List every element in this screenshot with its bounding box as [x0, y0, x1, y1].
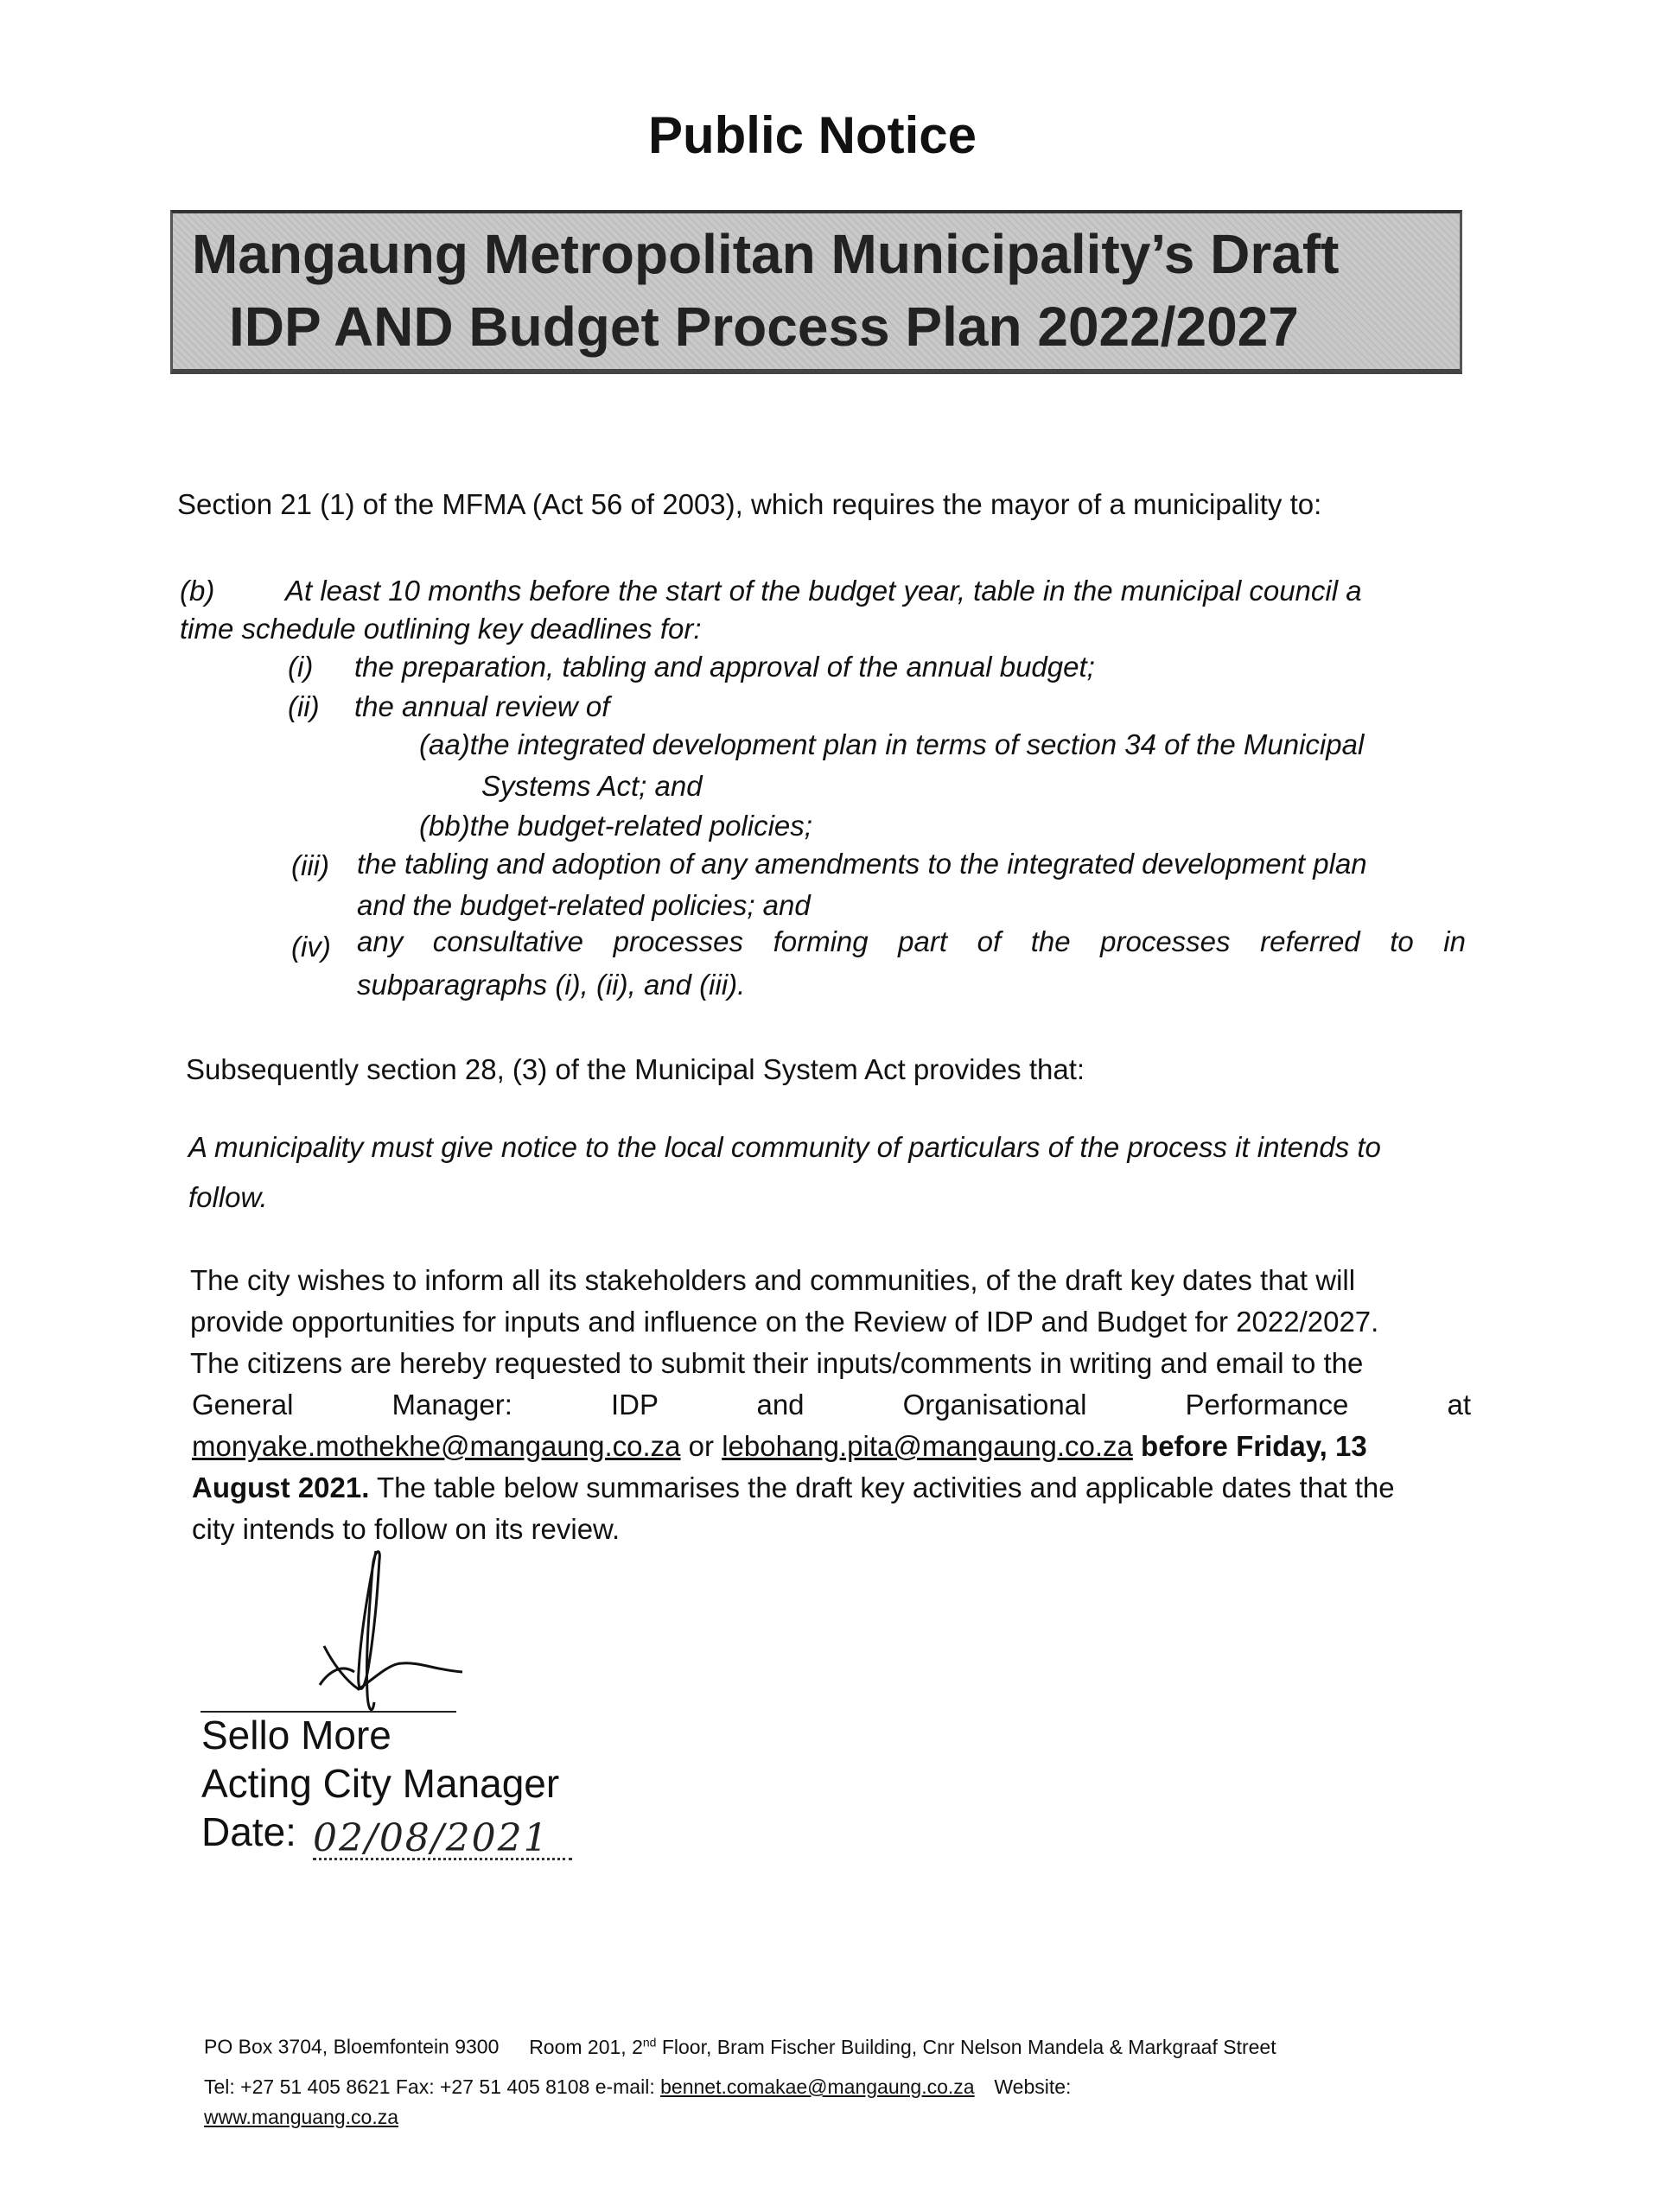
item-aa-line-2: Systems Act; and	[481, 770, 703, 802]
quote-line-2: follow.	[188, 1181, 268, 1213]
body-line-6	[192, 1469, 1395, 1507]
footer-po-box: PO Box 3704, Bloemfontein 9300	[204, 2035, 500, 2058]
intro-text: Section 21 (1) of the MFMA (Act 56 of 2003), which requires the mayor of a municipality to:	[177, 488, 1322, 520]
signatory-name: Sello More	[201, 1713, 391, 1758]
item-iii-line-2: and the budget-related policies; and	[357, 889, 811, 921]
item-iii-label: (iii)	[291, 849, 329, 881]
item-iv-label: (iv)	[291, 931, 331, 963]
body-line-3: The citizens are hereby requested to submit their inputs/comments in writing and email to the	[190, 1347, 1364, 1379]
body-line-4: General Manager: IDP and Organisational Performance at	[192, 1389, 1471, 1421]
signatory-role: Acting City Manager	[201, 1761, 560, 1806]
footer-room: Room 201, 2nd Floor, Bram Fischer Building, Cnr Nelson Mandela & Markgraaf Street	[529, 2035, 1276, 2058]
email-link-2[interactable]: lebohang.pita@mangaung.co.za	[722, 1430, 1133, 1462]
banner-line-2: IDP AND Budget Process Plan 2022/2027	[229, 296, 1299, 358]
footer-website-label: Website:	[994, 2075, 1072, 2098]
date-dotted-line	[313, 1858, 572, 1860]
body-line-2: provide opportunities for inputs and influence on the Review of IDP and Budget for 2022/2027.	[190, 1306, 1379, 1338]
body-line-6-text: The table below summarises the draft key activities and applicable dates that the	[376, 1471, 1395, 1503]
footer-website-line	[204, 2101, 398, 2133]
body-line-7: city intends to follow on its review.	[192, 1513, 621, 1545]
page-title: Public Notice	[647, 106, 977, 164]
signature-mark	[307, 1542, 480, 1724]
quote-line-1: A municipality must give notice to the local community of particulars of the process it intends to	[188, 1131, 1381, 1163]
clause-b-line-2: time schedule outlining key deadlines for:	[180, 613, 702, 645]
body-line-1: The city wishes to inform all its stakeholders and communities, of the draft key dates that will	[190, 1264, 1356, 1296]
item-iv-line-1: any consultative processes forming part of the processes referred to in	[357, 925, 1466, 957]
footer-website-link[interactable]: www.manguang.co.za	[204, 2106, 399, 2128]
item-i-label: (i)	[288, 651, 314, 683]
date-label: Date:	[201, 1809, 296, 1854]
item-iv-line-2: subparagraphs (i), (ii), and (iii).	[357, 969, 746, 1001]
item-i-text: the preparation, tabling and approval of the annual budget;	[354, 651, 1095, 683]
date-handwritten: 02/08/2021	[313, 1816, 550, 1860]
footer-tel: Tel: +27 51 405 8621 Fax: +27 51 405 8108 e-mail:	[204, 2075, 655, 2098]
banner-line-1: Mangaung Metropolitan Municipality’s Draft	[192, 223, 1340, 285]
footer-email-link[interactable]: bennet.comakae@mangaung.co.za	[660, 2075, 975, 2098]
clause-b-label: (b)	[180, 575, 215, 607]
footer-contact-line	[204, 2071, 1071, 2102]
heading-banner	[170, 210, 1462, 374]
deadline-text: before Friday, 13	[1141, 1430, 1367, 1462]
email-link-1[interactable]: monyake.mothekhe@mangaung.co.za	[192, 1430, 681, 1462]
section-28-text: Subsequently section 28, (3) of the Municipal System Act provides that:	[186, 1053, 1085, 1085]
deadline-date: August 2021.	[192, 1471, 370, 1503]
item-bb: (bb)the budget-related policies;	[419, 810, 812, 842]
clause-b-line-1: At least 10 months before the start of the budget year, table in the municipal council a	[285, 575, 1362, 607]
item-ii-label: (ii)	[288, 690, 320, 722]
body-line-5	[192, 1427, 1367, 1465]
item-iii-line-1: the tabling and adoption of any amendments to the integrated development plan	[357, 848, 1367, 880]
or-text: or	[688, 1430, 715, 1462]
item-aa-line-1: (aa)the integrated development plan in terms of section 34 of the Municipal	[419, 728, 1365, 760]
footer-address-line	[204, 2026, 1276, 2063]
item-ii-text: the annual review of	[354, 690, 610, 722]
